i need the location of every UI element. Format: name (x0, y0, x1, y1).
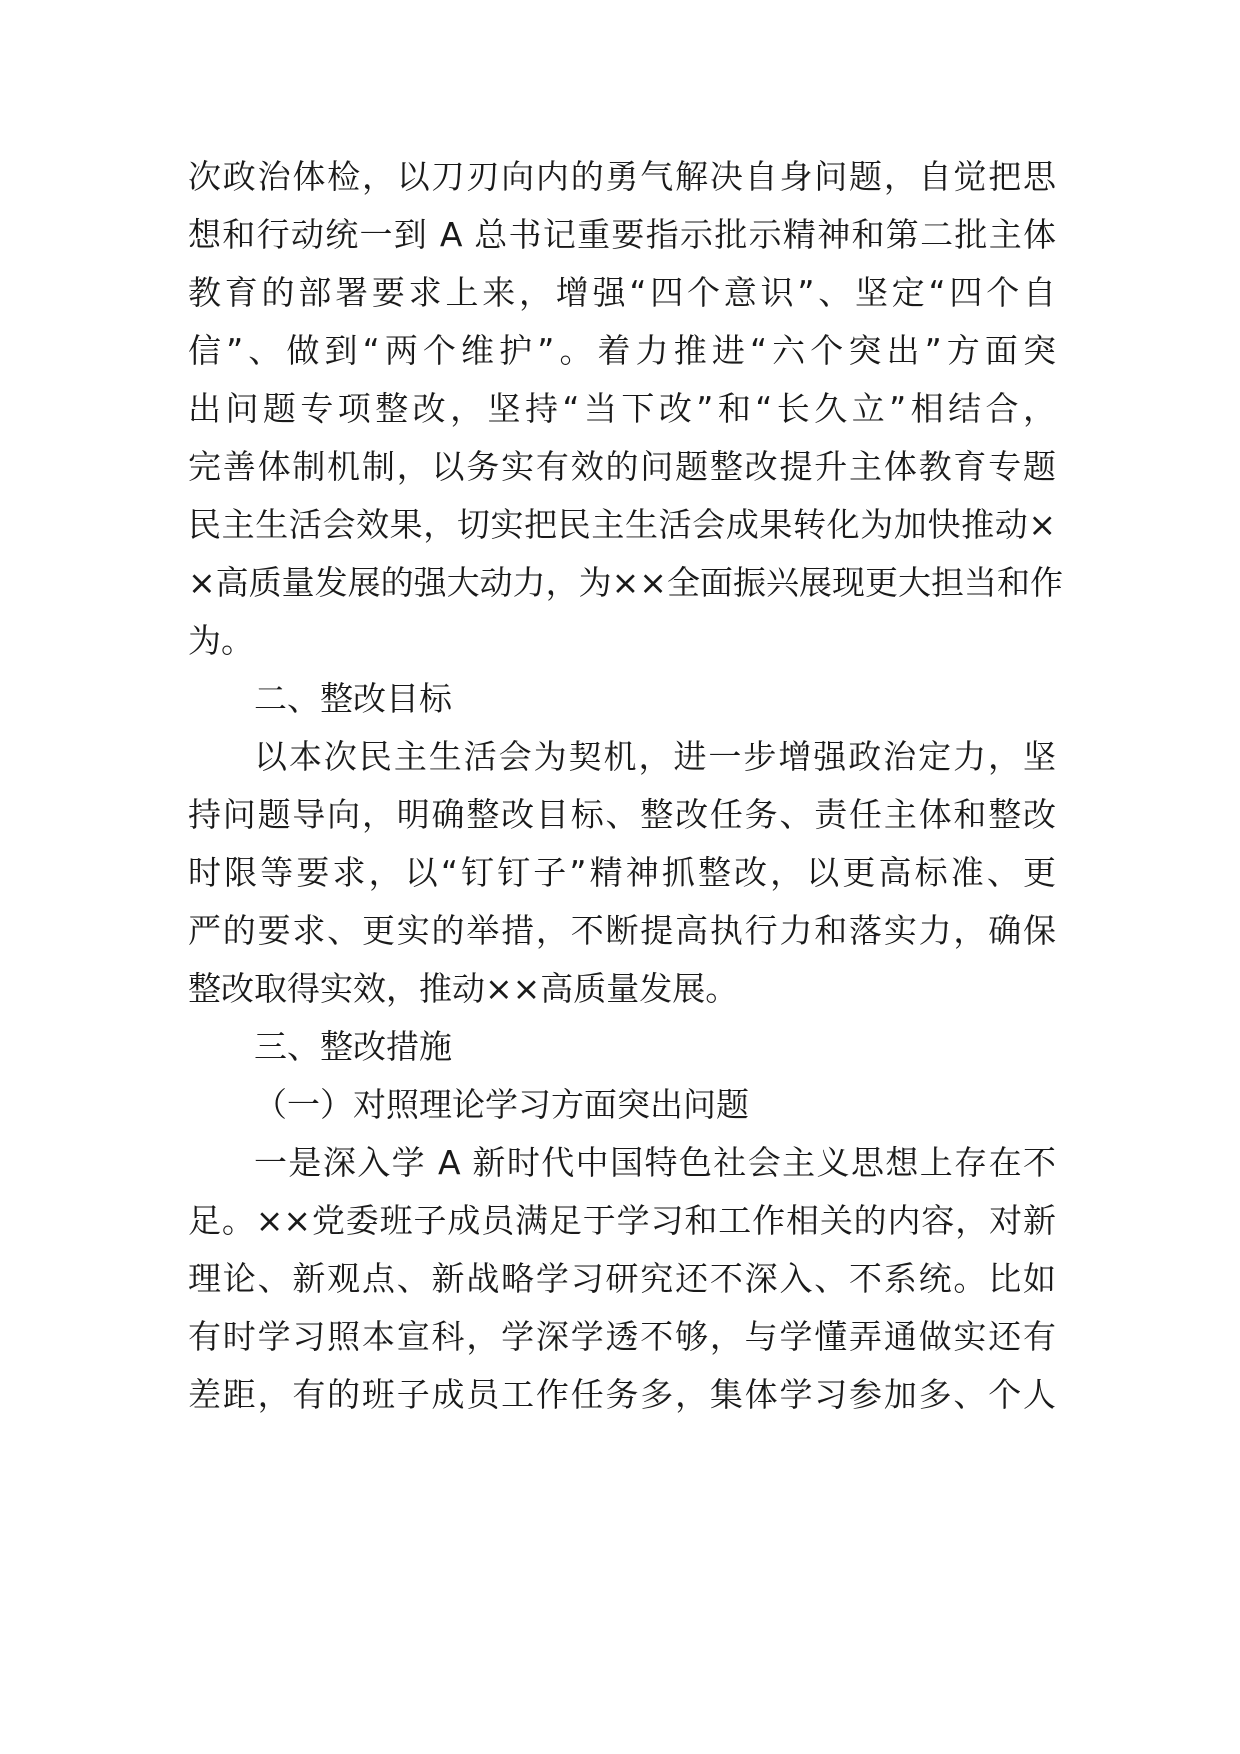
text-line: 差距，有的班子成员工作任务多，集体学习参加多、个人 (188, 1375, 1056, 1414)
section-heading-measures: 三、整改措施 (254, 1027, 452, 1066)
text-line: 严的要求、更实的举措，不断提高执行力和落实力，确保 (188, 911, 1056, 950)
text-line: 教育的部署要求上来，增强“四个意识”、坚定“四个自 (188, 273, 1056, 312)
text-line: 出问题专项整改，坚持“当下改”和“长久立”相结合， (188, 389, 1056, 428)
text-line: 有时学习照本宣科，学深学透不够，与学懂弄通做实还有 (188, 1317, 1056, 1356)
text-line: ×高质量发展的强大动力，为××全面振兴展现更大担当和作 (188, 563, 1063, 602)
text-line: 一是深入学 A 新时代中国特色社会主义思想上存在不 (254, 1143, 1056, 1182)
text-line: 持问题导向，明确整改目标、整改任务、责任主体和整改 (188, 795, 1056, 834)
text-line: 想和行动统一到 A 总书记重要指示批示精神和第二批主体 (188, 215, 1056, 254)
text-line: 以本次民主生活会为契机，进一步增强政治定力，坚 (254, 737, 1056, 776)
text-line: 次政治体检，以刀刃向内的勇气解决自身问题，自觉把思 (188, 157, 1056, 196)
text-line: 整改取得实效，推动××高质量发展。 (188, 969, 739, 1008)
text-line: 为。 (188, 621, 254, 660)
text-line: 时限等要求，以“钉钉子”精神抓整改，以更高标准、更 (188, 853, 1056, 892)
text-line: 足。××党委班子成员满足于学习和工作相关的内容，对新 (188, 1201, 1056, 1240)
text-line: 理论、新观点、新战略学习研究还不深入、不系统。比如 (188, 1259, 1056, 1298)
text-line: 信”、做到“两个维护”。着力推进“六个突出”方面突 (188, 331, 1056, 370)
text-line: 民主生活会效果，切实把民主生活会成果转化为加快推动× (188, 505, 1056, 544)
subsection-heading-theory: （一）对照理论学习方面突出问题 (254, 1085, 749, 1124)
section-heading-goals: 二、整改目标 (254, 679, 452, 718)
text-line: 完善体制机制，以务实有效的问题整改提升主体教育专题 (188, 447, 1056, 486)
